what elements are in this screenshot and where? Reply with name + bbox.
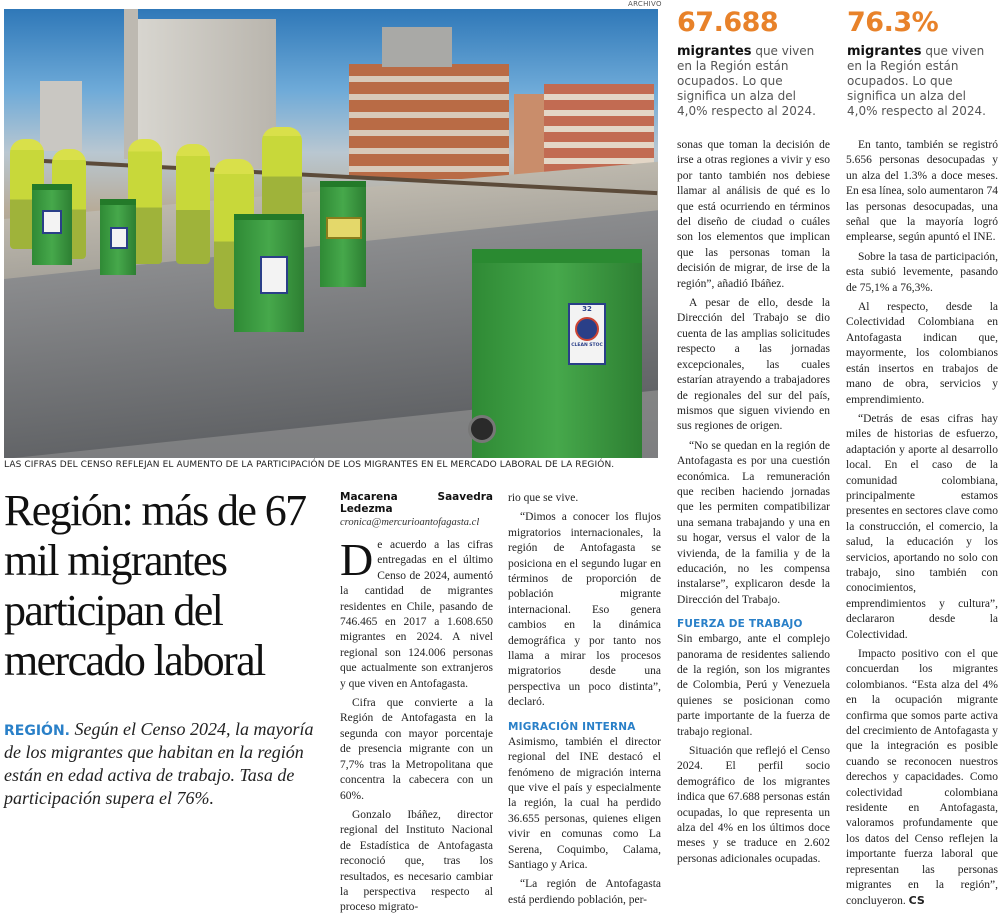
photo-caption: LAS CIFRAS DEL CENSO REFLEJAN EL AUMENTO DE LA PARTICIPACIÓN DE LOS MIGRANTES EN EL MERCADO LABORAL DE LA REGIÓN.: [4, 460, 615, 470]
building: [349, 64, 509, 179]
stat-desc: que viven en la Región están ocupados. Lo que significa un alza del 4,0% respecto al 2024.: [847, 44, 986, 118]
stat-box-1: [677, 8, 827, 119]
bin-sticker: [110, 227, 128, 249]
stat-strong: migrantes: [677, 44, 752, 59]
paragraph: Impacto positivo con el que concuerdan los migrantes colombianos. “Esta alza del 4% en la ocupación migrante confirma que somos parte activa del crecimiento de Antofagasta y que la integración es posible cuando se reconocen nuestros derechos y capacidades. Como colectividad colombiana residente en Antofagasta, valoramos profundamente que los datos del Censo reflejen la importante fuerza laboral que representan las personas migrantes en la región”, concluyeron. CS: [846, 648, 998, 907]
subheading: FUERZA DE TRABAJO: [677, 618, 803, 631]
lead-kicker: REGIÓN.: [4, 723, 70, 739]
lead-paragraph: [4, 718, 319, 810]
photo-credit: ARCHIVO: [628, 0, 662, 8]
bin-wheel: [468, 415, 496, 443]
bin-brand: CLEAN STOC: [571, 343, 603, 348]
paragraph: “No se quedan en la región de Antofagasta es por una cuestión económica. La remuneración que reciben haciendo jornadas que les permiten compatibilizar una semana trabajando y una en su hogar, versus el valor de la vivienda, de la familia y de la educación, no les compensa instalarse”, explicaron desde la Dirección del Trabajo.: [677, 439, 830, 606]
article-column-3: [677, 138, 830, 871]
paragraph: A pesar de ello, desde la Dirección del Trabajo se dio cuenta de las amplias solicitudes respecto a las jornadas excepcionales, las cuales estarían atrayendo a trabajadores de regionales del sur del país, mismos que siguen viviendo en sus regiones de origen.: [677, 297, 830, 433]
pole: [124, 9, 138, 159]
end-mark: CS: [908, 893, 925, 907]
trash-bin: [320, 181, 366, 287]
bin-sticker: [326, 217, 362, 239]
stat-number: 76.3%: [847, 7, 939, 38]
stat-text: [677, 44, 827, 119]
worker: [176, 144, 210, 264]
article-column-1: [340, 491, 493, 920]
news-photo: [4, 9, 658, 458]
bin-sticker: [260, 256, 288, 294]
lead-text: Según el Censo 2024, la mayoría de los migrantes que habitan en la región están en edad activa de trabajo. Tasa de participación supera el 76%.: [4, 719, 314, 808]
paragraph: Situación que reflejó el Censo 2024. El perfil socio demográfico de los migrantes indica que 67.688 personas están ocupadas, lo que representa un alza del 4% en los últimos doce meses y se traduce en 2.602 personas adicionales ocupadas.: [677, 745, 830, 865]
paragraph: rio que se vive.: [508, 492, 579, 504]
paragraph: “Detrás de esas cifras hay miles de historias de esfuerzo, adaptación y aporte al desarrollo local. En el caso de la comunidad colombiana, principalmente estamos presentes en sectores clave como la construcción, el comercio, la salud, la educación y los servicios, aportando no solo con trabajo, sino también con conocimientos, emprendimientos y cultura”, declararon desde la Colectividad.: [846, 412, 998, 641]
building: [514, 94, 544, 179]
paragraph: Gonzalo Ibáñez, director regional del Instituto Nacional de Estadística de Antofagasta reconoció que, tras los resultados, es necesario cambiar la perspectiva respecto al proceso migrato-: [340, 808, 493, 914]
trash-bin: [100, 199, 136, 275]
stat-box-2: [847, 8, 997, 119]
article-column-4: [846, 138, 998, 913]
paragraph: “Dimos a conocer los flujos migratorios internacionales, la región de Antofagasta se posiciona en el segundo lugar en términos de proporción de población migrante internacional. Eso genera cambios en la dinámica demográfica y por tanto nos llama a mirar los procesos migratorios desde una perspectiva un poco distinta”, declaró.: [508, 511, 661, 709]
trash-bin: [32, 184, 72, 265]
paragraph: Sin embargo, ante el complejo panorama de residentes saliendo de la región, son los migrantes de Colombia, Perú y Venezuela quienes se posicionan como parte importante de la fuerza de trabajo regional.: [677, 633, 830, 738]
article-column-2: [508, 491, 661, 912]
paragraph: Asimismo, también el director regional del INE destacó el fenómeno de migración interna que vive el país y especialmente la región, la cual ha perdido 36.655 personas, quienes eligen vivir en comunas como La Serena, Coquimbo, Calama, Santiago y Arica.: [508, 735, 661, 871]
author-email[interactable]: cronica@mercurioantofagasta.cl: [340, 517, 480, 528]
subheading: MIGRACIÓN INTERNA: [508, 720, 636, 733]
paragraph: Cifra que convierte a la Región de Antofagasta en la segunda con mayor porcentaje de presencia migrante con un 7,7% tras la Metropolitana que concentra la cabecera con un 60%.: [340, 697, 493, 802]
headline: Región: más de 67 mil migrantes participan del mercado laboral: [4, 486, 306, 685]
bin-sticker: [568, 303, 606, 365]
author-name: Macarena Saavedra Ledezma: [340, 491, 493, 515]
building: [382, 27, 452, 67]
drop-cap: D: [340, 534, 374, 585]
building: [40, 81, 82, 151]
paragraph: sonas que toman la decisión de irse a otras regiones a vivir y eso por tanto también nos debiese llamar al análisis de qué es lo que está ocurriendo en términos del diseño de ciudad o cuáles son los elementos que implican que las personas toman la decisión de migrar, de irse de la región”, añadió Ibáñez.: [677, 139, 830, 290]
paragraph: De acuerdo a las cifras entregadas en el último Censo de 2024, aumentó la cantidad de migrantes residentes en Chile, pasando de 746.465 en 2017 a 1.608.650 migrantes en 2024. A nivel regional son 124.006 personas que actualmente son extranjeros y que viven en Antofagasta.: [340, 534, 493, 690]
paragraph: Al respecto, desde la Colectividad Colombiana en Antofagasta indican que, mayormente, los colombianos están insertos en trabajos de mano de obra, servicios y emprendimiento.: [846, 301, 998, 406]
bin-number: 32: [582, 305, 592, 313]
paragraph: En tanto, también se registró 5.656 personas desocupadas y un alza del 1.3% a doce meses. En esa línea, solo aumentaron 74 las personas desocupadas, una señal que la mayoría logró emplearse, según apuntó el INE.: [846, 139, 999, 244]
paragraph: “La región de Antofagasta está perdiendo población, per-: [508, 878, 661, 906]
bin-sticker: [42, 210, 62, 234]
trash-bin-large: [472, 249, 642, 458]
paragraph: Sobre la tasa de participación, esta subió levemente, pasando de 75,1% a 76,3%.: [846, 250, 998, 294]
stat-desc: que viven en la Región están ocupados. Lo que significa un alza del 4,0% respecto al 2024.: [677, 44, 816, 118]
stat-text: [847, 44, 997, 119]
bin-logo-icon: [575, 317, 599, 341]
worker: [262, 127, 302, 217]
stat-strong: migrantes: [847, 44, 922, 59]
trash-bin: [234, 214, 304, 332]
stat-number: 67.688: [677, 7, 779, 38]
